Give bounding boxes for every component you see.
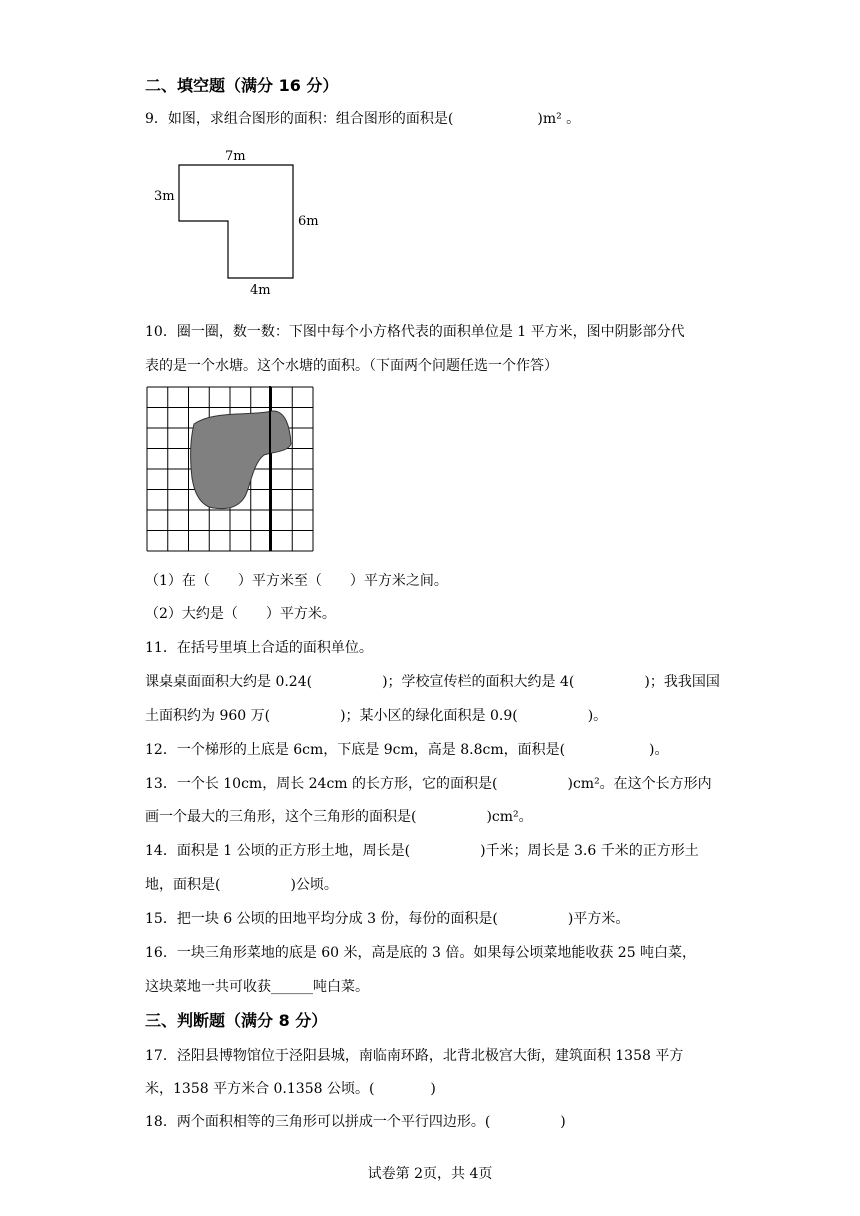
question-18-text: 18．两个面积相等的三角形可以拼成一个平行四边形。( ) [145, 1114, 566, 1130]
page-footer: 试卷第 2页，共 4页 [367, 1166, 493, 1182]
label-bottom: 4m [250, 283, 271, 298]
question-11-title: 11．在括号里填上合适的面积单位。 [145, 640, 373, 656]
question-13-line-1: 13．一个长 10cm，周长 24cm 的长方形，它的面积是( )cm²。在这个长方形内 [145, 776, 712, 792]
section-2-title: 二、填空题（满分 16 分） [145, 76, 339, 95]
question-12-text: 12．一个梯形的上底是 6cm，下底是 9cm，高是 8.8cm，面积是( )。 [145, 742, 669, 758]
question-16-line-2: 这块菜地一共可收获______吨白菜。 [145, 979, 369, 995]
question-14-line-2: 地，面积是( )公顷。 [145, 877, 338, 893]
label-left: 3m [154, 189, 175, 204]
l-shape-outline [179, 165, 293, 278]
question-10-sub-1: （1）在（ ）平方米至（ ）平方米之间。 [145, 573, 448, 589]
question-15-text: 15．把一块 6 公顷的田地平均分成 3 份，每份的面积是( )平方米。 [145, 911, 630, 927]
question-14-line-1: 14．面积是 1 公顷的正方形土地，周长是( )千米；周长是 3.6 千米的正方形土 [145, 843, 699, 859]
q9-l-shape-figure [150, 143, 330, 303]
question-10-line-2: 表的是一个水塘。这个水塘的面积。（下面两个问题任选一个作答） [145, 358, 558, 374]
question-9-text: 9．如图，求组合图形的面积：组合图形的面积是( )m² 。 [145, 111, 581, 127]
question-10-sub-2: （2）大约是（ ）平方米。 [145, 606, 336, 622]
question-10-line-1: 10．圈一圈，数一数：下图中每个小方格代表的面积单位是 1 平方米，图中阴影部分代 [145, 324, 685, 340]
label-top: 7m [225, 149, 246, 164]
question-13-line-2: 画一个最大的三角形，这个三角形的面积是( )cm²。 [145, 809, 533, 825]
question-17-line-2: 米，1358 平方米合 0.1358 公顷。( ) [145, 1081, 436, 1097]
question-11-line-1: 课桌桌面面积大约是 0.24( )；学校宣传栏的面积大约是 4( )；我我国国 [145, 674, 720, 690]
question-17-line-1: 17．泾阳县博物馆位于泾阳县城，南临南环路，北背北极宫大街，建筑面积 1358 平方 [145, 1048, 684, 1064]
q10-grid-figure [146, 386, 316, 554]
section-3-title: 三、判断题（满分 8 分） [145, 1011, 328, 1030]
label-right: 6m [298, 214, 319, 229]
question-11-line-2: 土面积约为 960 万( )；某小区的绿化面积是 0.9( )。 [145, 708, 608, 724]
question-16-line-1: 16．一块三角形菜地的底是 60 米，高是底的 3 倍。如果每公顷菜地能收获 25 吨白菜， [145, 945, 697, 961]
pond-shaded-region [191, 411, 291, 509]
